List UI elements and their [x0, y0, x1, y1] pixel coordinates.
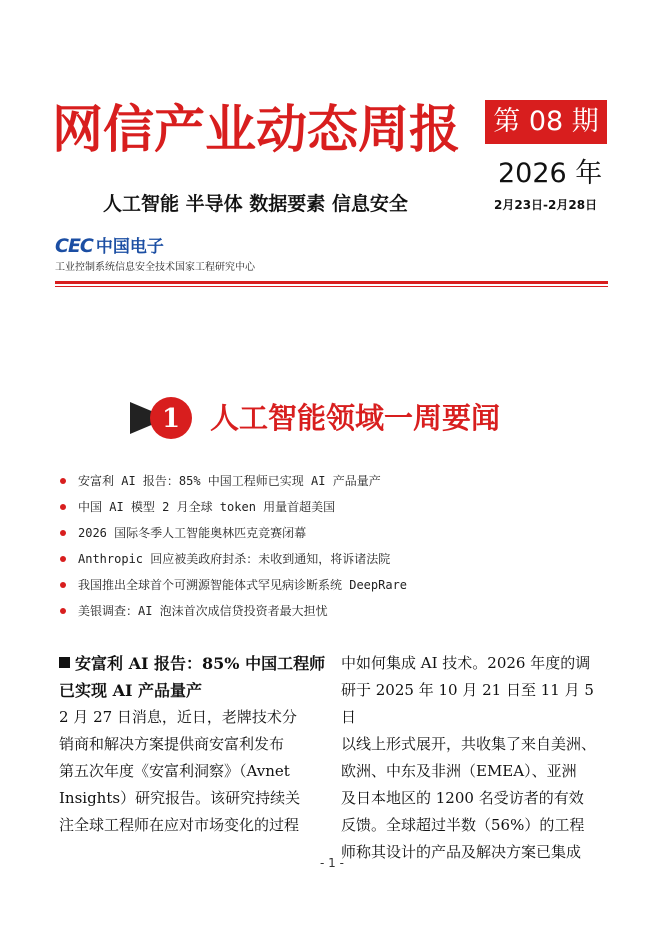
article-line: 中如何集成 AI 技术。2026 年度的调: [341, 654, 591, 672]
masthead-title: 网信产业动态周报: [52, 100, 461, 160]
article-line: 反馈。全球超过半数（56%）的工程: [341, 816, 585, 834]
article-line: 注全球工程师在应对市场变化的过程: [59, 816, 300, 834]
article-column-right: [341, 650, 609, 866]
headline-text: 2026 国际冬季人工智能奥林匹克竞赛闭幕: [78, 526, 307, 540]
headline-text: 中国 AI 模型 2 月全球 token 用量首超美国: [78, 500, 336, 514]
article-line: 2 月 27 日消息，近日，老牌技术分: [59, 708, 297, 726]
list-item: [60, 546, 620, 572]
article-line: 欧洲、中东及非洲（EMEA）、亚洲: [341, 762, 577, 780]
header-rule-thin: [55, 286, 608, 287]
organization-name: 工业控制系统信息安全技术国家工程研究中心: [55, 262, 255, 273]
issue-year: 2026 年: [498, 158, 603, 189]
article-heading-line2: 已实现 AI 产品量产: [59, 681, 203, 700]
logo-cec-text: CEC: [55, 235, 93, 257]
bullet-dot-icon: [60, 608, 66, 614]
headline-text: 我国推出全球首个可溯源智能体式罕见病诊断系统 DeepRare: [78, 578, 408, 592]
square-bullet-icon: [59, 657, 70, 668]
bullet-dot-icon: [60, 530, 66, 536]
header-rule-thick: [55, 281, 608, 284]
masthead-subtitle: 人工智能 半导体 数据要素 信息安全: [103, 193, 408, 215]
article-line: 第五次年度《安富利洞察》（Avnet: [59, 762, 290, 780]
list-item: [60, 468, 620, 494]
article-line: 师称其设计的产品及解决方案已集成: [341, 843, 582, 861]
issue-badge: 第 08 期: [485, 100, 607, 144]
bullet-dot-icon: [60, 478, 66, 484]
bullet-dot-icon: [60, 556, 66, 562]
article-column-left: [59, 650, 327, 839]
article-heading: [59, 650, 327, 677]
list-item: [60, 598, 620, 624]
section-number: 1: [161, 404, 181, 434]
logo-cn-text: 中国电子: [95, 237, 164, 257]
article-line: 销商和解决方案提供商安富利发布: [59, 735, 285, 753]
section-title: 人工智能领域一周要闻: [210, 401, 501, 435]
article-heading-line1: 安富利 AI 报告：85% 中国工程师: [75, 654, 326, 673]
bullet-dot-icon: [60, 582, 66, 588]
date-range: 2月23日-2月28日: [494, 198, 598, 212]
page-number: - 1 -: [320, 856, 344, 870]
section-number-icon: [128, 396, 194, 440]
list-item: [60, 494, 620, 520]
headline-text: 美银调查：AI 泡沫首次成信贷投资者最大担忧: [78, 604, 328, 618]
list-item: [60, 572, 620, 598]
bullet-dot-icon: [60, 504, 66, 510]
cec-logo: [55, 232, 164, 257]
section-header: [128, 394, 568, 442]
article-line: 研于 2025 年 10 月 21 日至 11 月 5 日: [341, 681, 594, 726]
headline-list: [60, 468, 620, 624]
article-line: Insights）研究报告。该研究持续关: [59, 789, 301, 807]
article-line: 以线上形式展开，共收集了来自美洲、: [341, 735, 597, 753]
headline-text: Anthropic 回应被美政府封杀：未收到通知，将诉诸法院: [78, 552, 391, 566]
list-item: [60, 520, 620, 546]
article-line: 及日本地区的 1200 名受访者的有效: [341, 789, 584, 807]
headline-text: 安富利 AI 报告：85% 中国工程师已实现 AI 产品量产: [78, 474, 381, 488]
